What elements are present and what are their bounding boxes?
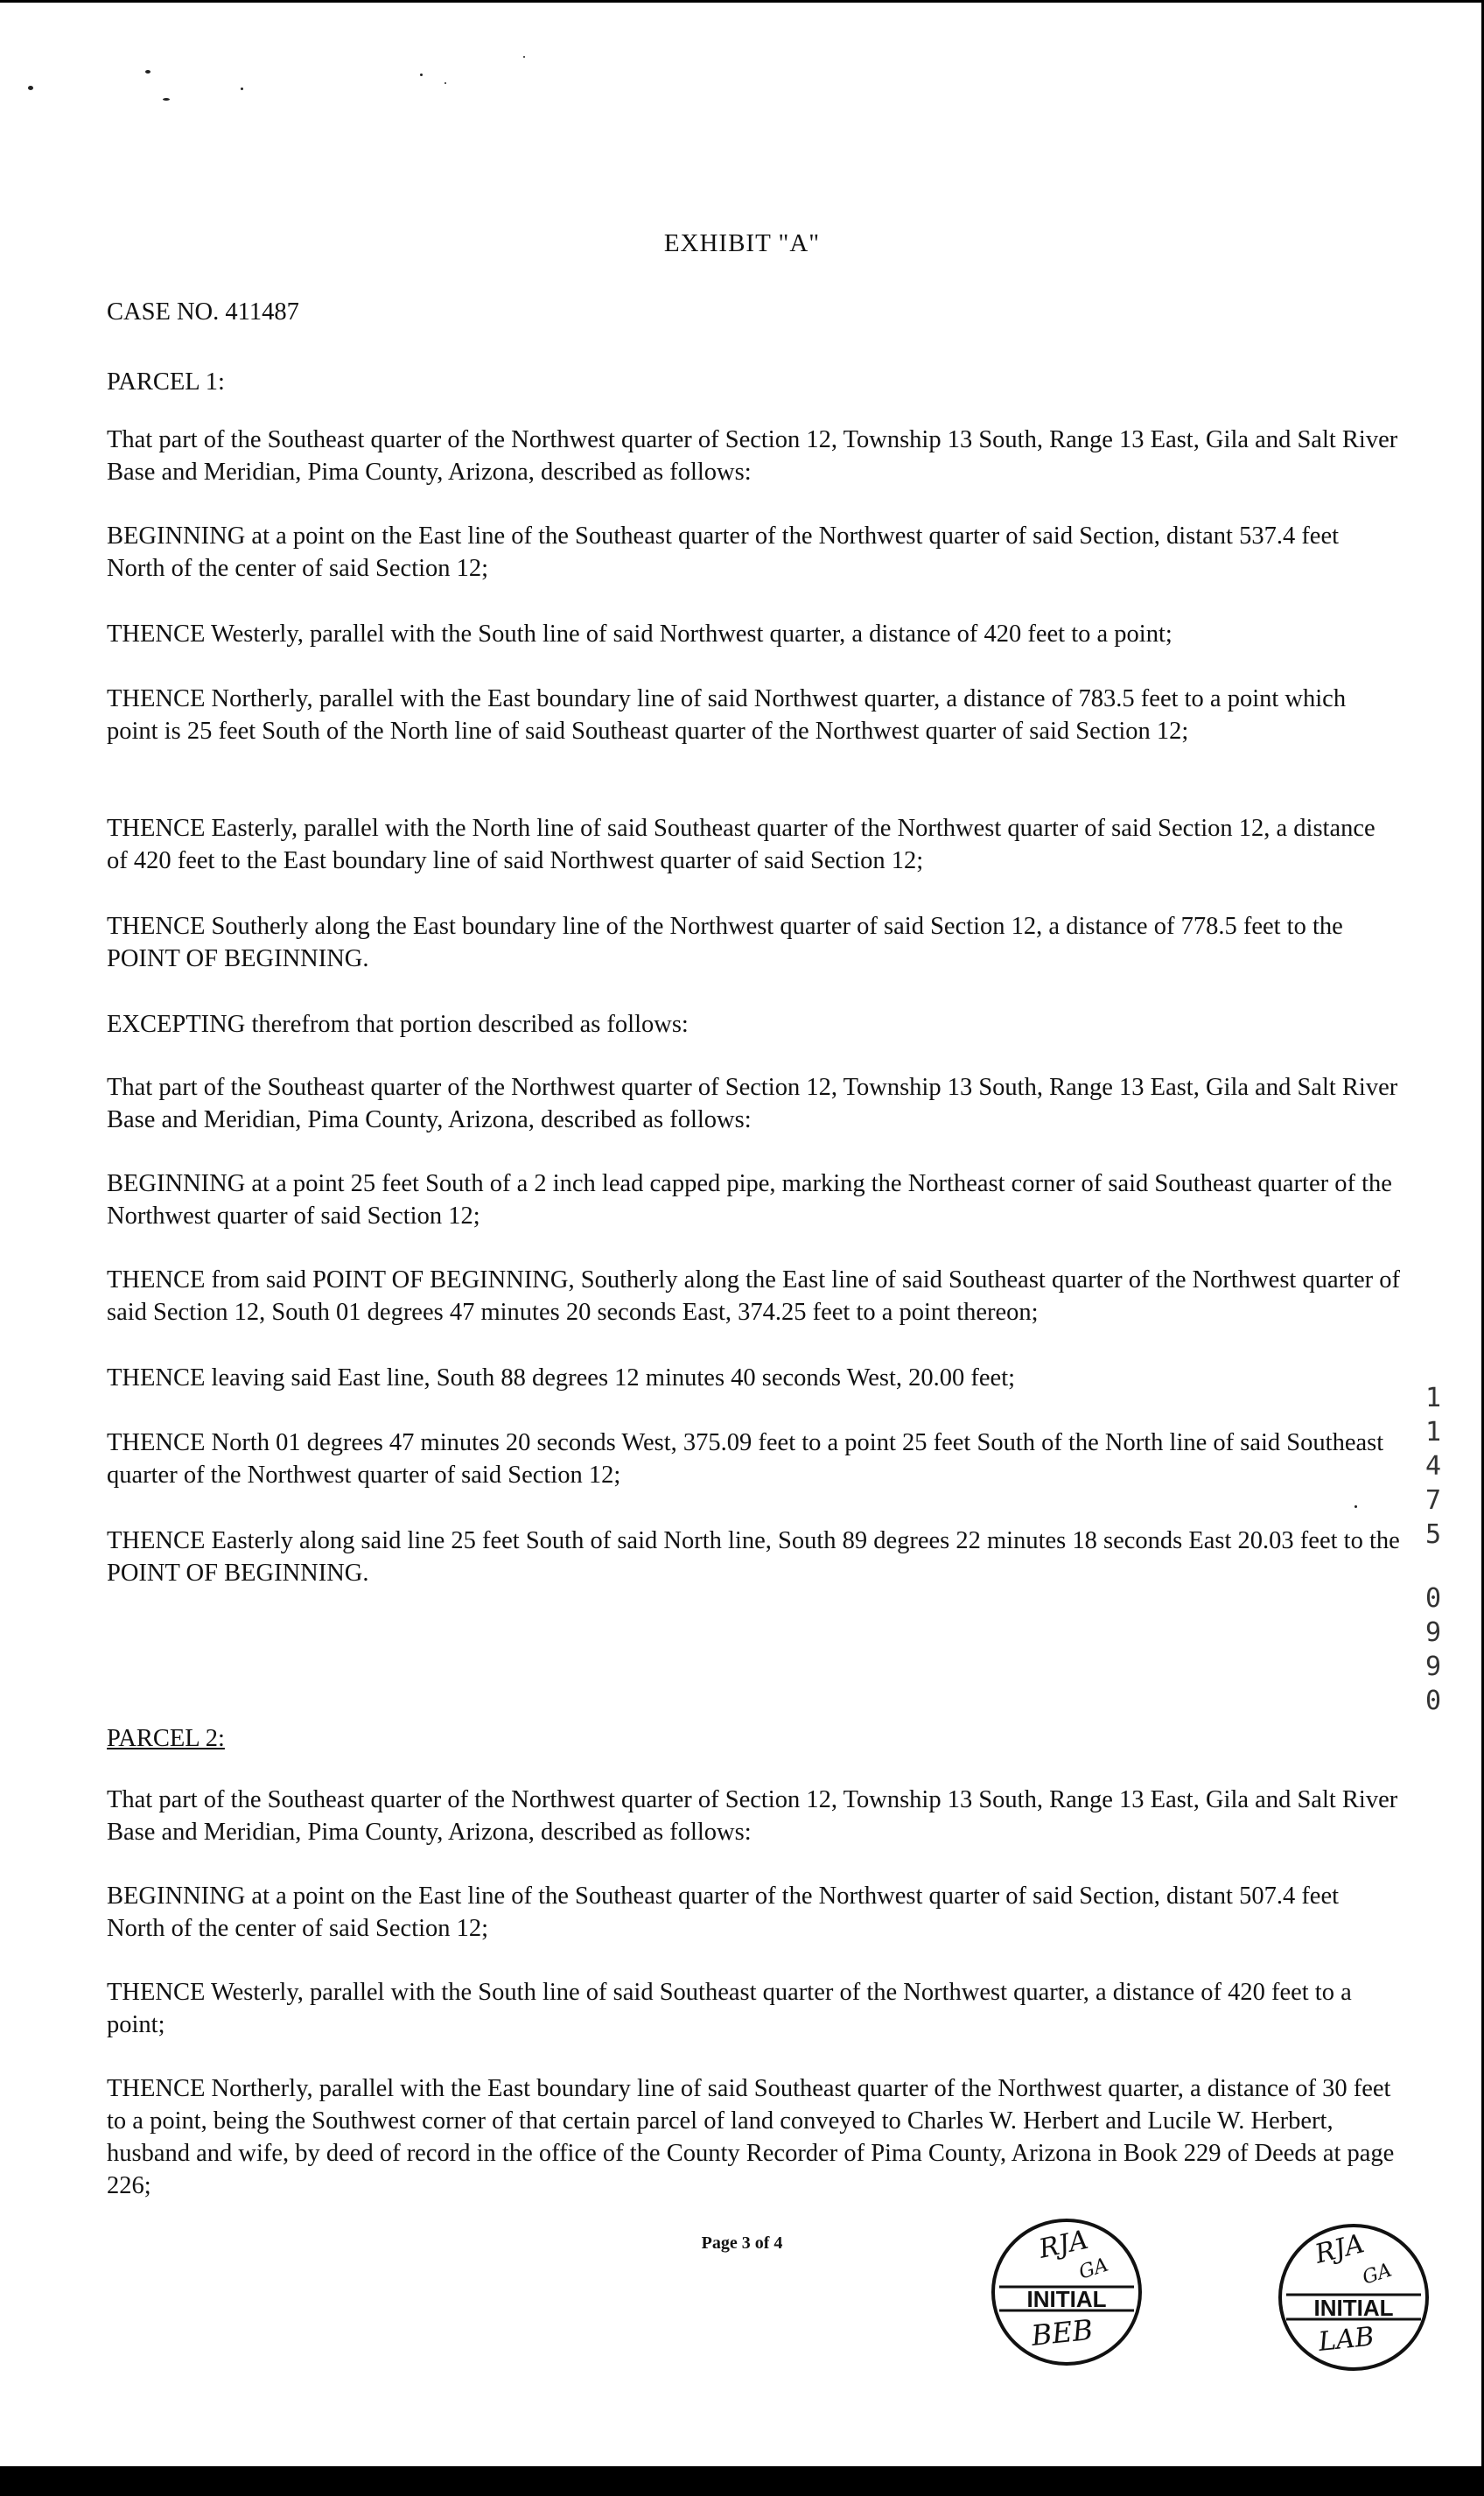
parcel2-paragraph: That part of the Southeast quarter of the Northwest quarter of Section 12, Township 13 South, Range 13 East, Gila and Salt River Base and Meridian, Pima County, Arizona, described as follows: (107, 1786, 1398, 1846)
recording-number (1416, 1381, 1451, 1718)
recording-digit: 5 (1424, 1519, 1442, 1550)
stamp-label: INITIAL (1313, 2295, 1394, 2321)
recording-digit: 0 (1424, 1583, 1442, 1614)
parcel1-paragraph: THENCE Southerly along the East boundary line of the Northwest quarter of said Section 12, a distance of 778.5 feet to the POINT OF BEGINNING. (107, 913, 1343, 972)
recording-digit: 1 (1424, 1383, 1442, 1413)
scan-speck (145, 70, 150, 74)
scan-speck (1354, 1505, 1357, 1508)
recording-digit: 0 (1424, 1686, 1442, 1716)
parcel1-paragraph: THENCE Northerly, parallel with the East boundary line of said Northwest quarter, a distance of 783.5 feet to a point which point is 25 feet South of the North line of said Southeast quarter of the Northwest quarter of said Section 12; (107, 685, 1347, 745)
initial-stamp (987, 2212, 1146, 2372)
parcel1-paragraph: BEGINNING at a point 25 feet South of a 2 inch lead capped pipe, marking the Northeast corner of said Southeast quarter of the Northwest quarter of said Section 12; (107, 1170, 1392, 1230)
stamp-handwriting: BEB (1029, 2312, 1095, 2352)
parcel1-paragraph: THENCE North 01 degrees 47 minutes 20 seconds West, 375.09 feet to a point 25 feet South of the North line of said Southeast quarter of the Northwest quarter of said Section 12; (107, 1429, 1384, 1489)
parcel1-paragraph: That part of the Southeast quarter of the Northwest quarter of Section 12, Township 13 South, Range 13 East, Gila and Salt River Base and Meridian, Pima County, Arizona, described as follows: (107, 1074, 1398, 1133)
parcel1-paragraph: THENCE Easterly, parallel with the North line of said Southeast quarter of the Northwest quarter of said Section 12, a distance of 420 feet to the East boundary line of said Northwest quarter of said Section 12; (107, 815, 1376, 874)
recording-number-gap (1416, 1552, 1451, 1581)
page-number: Page 3 of 4 (701, 2233, 783, 2253)
recording-digit: 9 (1424, 1651, 1442, 1682)
scan-speck (444, 82, 446, 84)
scan-bottom-bar (0, 2466, 1484, 2496)
stamp-handwriting: LAB (1317, 2321, 1376, 2358)
scan-speck (523, 56, 525, 58)
stamp-handwriting: GA (1360, 2259, 1395, 2289)
stamp-handwriting: RJA (1312, 2228, 1368, 2270)
parcel1-paragraph: BEGINNING at a point on the East line of the Southeast quarter of the Northwest quarter of said Section, distant 537.4 feet North of the center of said Section 12; (107, 522, 1340, 582)
scan-speck (28, 86, 33, 90)
parcel1-paragraph: That part of the Southeast quarter of the Northwest quarter of Section 12, Township 13 South, Range 13 East, Gila and Salt River Base and Meridian, Pima County, Arizona, described as follows: (107, 426, 1398, 486)
parcel2-paragraph: THENCE Northerly, parallel with the East boundary line of said Southeast quarter of the Northwest quarter, a distance of 30 feet to a point, being the Southwest corner of that certain parcel of land conveyed to Charles W. Herbert and Lucile W. Herbert, husband and wife, by deed of record in the office of the County Recorder of Pima County, Arizona in Book 229 of Deeds at page 226; (107, 2075, 1395, 2199)
recording-digit: 4 (1424, 1451, 1442, 1482)
parcel1-paragraph: THENCE Westerly, parallel with the South line of said Northwest quarter, a distance of 420 feet to a point; (107, 620, 1172, 648)
initial-stamp (1274, 2218, 1433, 2377)
parcel2-paragraph: THENCE Westerly, parallel with the South line of said Southeast quarter of the Northwest quarter, a distance of 420 feet to a point; (107, 1979, 1352, 2038)
page-top-edge (0, 0, 1484, 3)
parcel2-paragraph: BEGINNING at a point on the East line of the Southeast quarter of the Northwest quarter of said Section, distant 507.4 feet North of the center of said Section 12; (107, 1883, 1340, 1942)
scan-speck (241, 88, 243, 90)
excepting-paragraph: EXCEPTING therefrom that portion described as follows: (107, 1011, 689, 1038)
parcel1-paragraph: THENCE Easterly along said line 25 feet South of said North line, South 89 degrees 22 minutes 18 seconds East 20.03 feet to the POINT OF BEGINNING. (107, 1527, 1400, 1587)
parcel1-heading: PARCEL 1: (107, 368, 225, 396)
scan-speck (420, 74, 423, 76)
stamp-handwriting: RJA (1036, 2224, 1091, 2265)
recording-digit: 9 (1424, 1617, 1442, 1648)
parcel2-heading: PARCEL 2: (107, 1725, 225, 1752)
exhibit-title: EXHIBIT "A" (663, 229, 821, 257)
stamp-label: INITIAL (1026, 2286, 1107, 2312)
parcel1-paragraph: THENCE from said POINT OF BEGINNING, Southerly along the East line of said Southeast quarter of the Northwest quarter of said Section 12, South 01 degrees 47 minutes 20 seconds East, 374.25 feet to a point thereon; (107, 1266, 1401, 1326)
scan-speck (163, 98, 170, 101)
recording-digit: 1 (1424, 1417, 1442, 1448)
case-number: CASE NO. 411487 (107, 298, 299, 326)
recording-digit: 7 (1424, 1485, 1442, 1516)
parcel1-paragraph: THENCE leaving said East line, South 88 degrees 12 minutes 40 seconds West, 20.00 feet; (107, 1364, 1016, 1392)
stamp-handwriting: GA (1076, 2254, 1111, 2284)
